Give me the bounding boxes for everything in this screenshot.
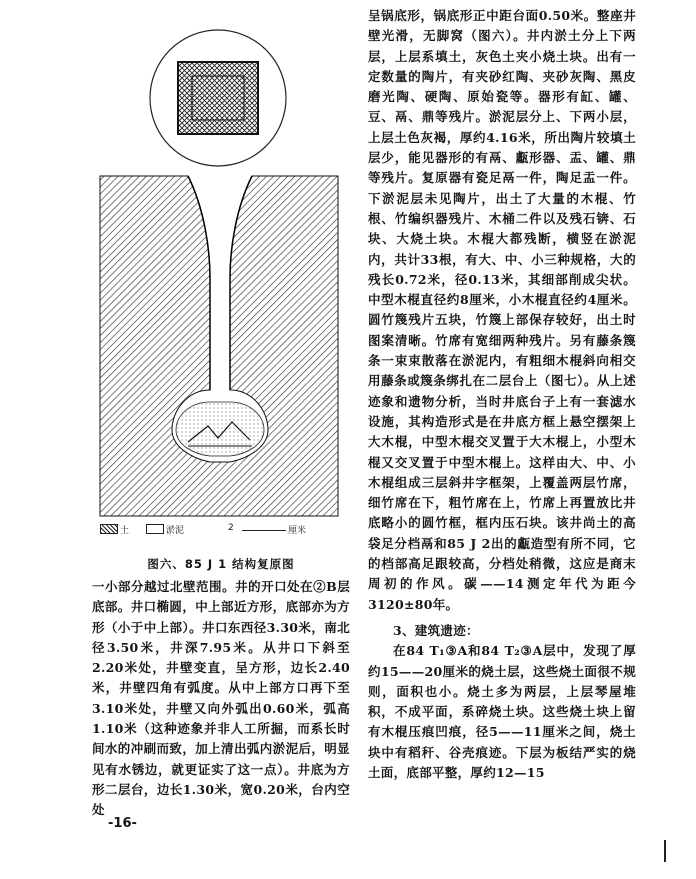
page-number: -16-	[108, 816, 137, 831]
figure-legend	[100, 520, 350, 538]
left-paragraph: 一小部分越过北壁范围。井的开口处在②B层底部。井口椭圆，中上部近方形，底部亦为方形（小于中上部）。井口东西径3.30米，南北径3.50米，井深7.95米。从井口下斜至2.20米处，井壁变直，呈方形，边长2.40米，井壁四角有弧度。从中上部方口再下至3.10米处，井壁又向外弧出0.60米，弧高1.10米（这种迹象并非人工所掘，而系长时间水的冲刷而致，加上清出弧内淤泥后，明显见有水锈边，就更证实了这一点）。井底为方形二层台，边长1.30米，宽0.20米，台内空处	[92, 579, 350, 818]
legend-scale-unit: 厘米	[288, 526, 307, 536]
right-paragraph-2: 在84 T₁③A和84 T₂③A层中，发现了厚约15——20厘米的烧土层，这些烧土面很不规则，面积也小。烧土多为两层，上层琴屋堆积，不成平面，系碎烧土块。这些烧土块上留有木棍压痕凹痕，径5——11厘米之间，烧土块中有稻秆、谷壳痕迹。下层为板结严实的烧土面，底部平整，厚约12—15	[368, 643, 636, 780]
scan-edge-mark	[664, 840, 666, 862]
figure-caption: 图六、85 J 1 结构复原图	[147, 557, 295, 571]
legend-soil-swatch	[100, 524, 118, 534]
legend-sludge-swatch	[146, 524, 164, 534]
well-structure-figure	[92, 18, 342, 538]
right-column	[368, 6, 636, 783]
right-paragraph-1: 呈锅底形，锅底形正中距台面0.50米。整座井壁光滑，无脚窝（图六）。井内淤土分上下两层，上层系填土，灰色土夹小烧土块。出有一定数量的陶片，有夹砂红陶、夹砂灰陶、黑皮磨光陶、硬陶、原始瓷等。器形有缸、罐、豆、鬲、鼎等残片。淤泥层分上、下两小层，上层土色灰褐，厚约4.16米，所出陶片较填土层少，能见器形的有鬲、甗形器、盂、罐、鼎等残片。复原器有瓷足鬲一件，陶足盂一件。下淤泥层未见陶片，出土了大量的木棍、竹根、竹编织器残片、木桶二件以及残石锛、石块、大烧土块。木棍大都残断，横竖在淤泥内，共计33根，有大、中、小三种规格，大的残长0.72米，径0.13米，其细部削成尖状。中型木棍直径约8厘米，小木棍直径约4厘米。圆竹篾残片五块，竹篾上部保存较好，出土时图案清晰。竹席有宽细两种残片。另有藤条篾条一束束散落在淤泥内，有粗细木棍斜向相交用藤条或篾条绑扎在二层台上（图七）。从上述迹象和遗物分析，当时井底台子上有一套滤水设施，其构造形式是在井底方框上悬空摆架上大木棍，中型木棍交叉置于大木棍上，小型木棍又交叉置于中型木棍上。这样由大、中、小木棍组成三层斜井字框架，上覆盖两层竹席，细竹席在下，粗竹席在上，竹席上再置放比井底略小的圆竹框，框内压石块。该井尚土的高袋足分档鬲和85 J 2出的甗造型有所不同，它的档部高足跟较高，分档处稍微，这应是商末周初的作风。碳——14测定年代为距今3120±80年。	[368, 8, 636, 612]
legend-scale-bar	[242, 530, 286, 531]
left-column	[92, 577, 350, 821]
section-heading: 3、建筑遗迹：	[393, 622, 479, 638]
plan-view	[150, 30, 286, 166]
legend-sludge-label: 淤泥	[166, 526, 185, 536]
legend-soil-label: 土	[120, 526, 130, 536]
well-section	[100, 176, 338, 516]
legend-scale-number: 2	[228, 523, 234, 533]
